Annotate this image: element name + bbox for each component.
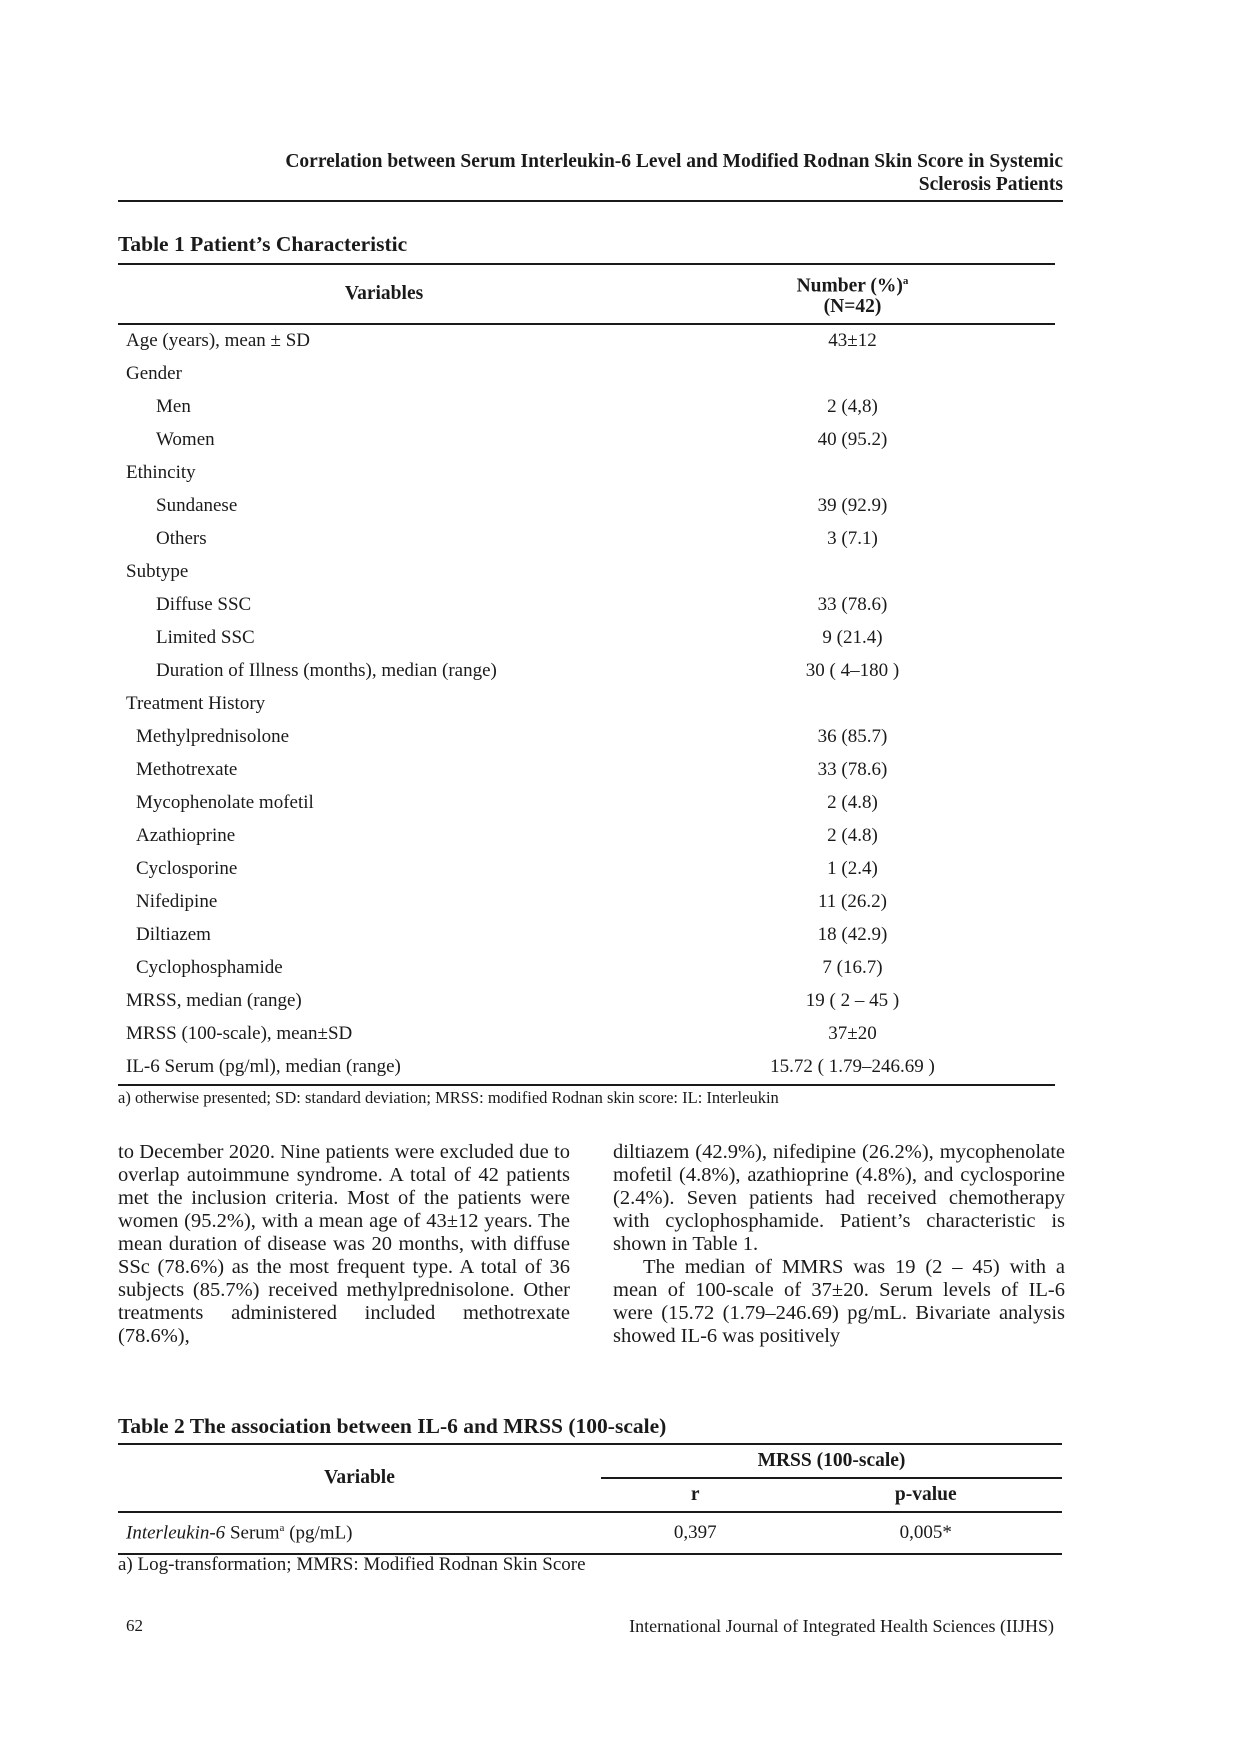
- table1-row-value: 2 (4,8): [827, 396, 878, 417]
- body-right-paragraph-2: The median of MMRS was 19 (2 – 45) with a mean of 100-scale of 37±20. Serum levels of IL-6 were (15.72 (1.79–246.69) pg/mL. Bivariate analysis showed IL-6 was positively: [613, 1256, 1065, 1347]
- table-row: [118, 358, 1055, 391]
- table1-header-n: (N=42): [823, 295, 882, 317]
- table-row: [118, 853, 1055, 886]
- table2-row-label-sup: a: [279, 1521, 285, 1534]
- table2-row-label-rest: Serum: [225, 1522, 280, 1544]
- table1-row-value: 37±20: [828, 1023, 877, 1044]
- table1-row-label: Sundanese: [156, 495, 238, 516]
- table-row: [118, 324, 1055, 358]
- table1-row-value: 36 (85.7): [817, 726, 888, 747]
- table1-row-value: [650, 556, 1055, 589]
- table1-row-value: 33 (78.6): [817, 594, 888, 615]
- table1-row-label: MRSS, median (range): [126, 990, 302, 1011]
- table1-row-value: 18 (42.9): [817, 924, 888, 945]
- table2-header-p: p-value: [790, 1478, 1062, 1512]
- table1-row-value: 40 (95.2): [817, 429, 888, 450]
- table1-row-label: Ethincity: [126, 462, 196, 483]
- table-row: [118, 787, 1055, 820]
- table1-row-value: 2 (4.8): [827, 792, 878, 813]
- table1-row-label: IL-6 Serum (pg/ml), median (range): [118, 1051, 650, 1085]
- table1-row-label: Cyclosporine: [136, 858, 238, 879]
- table-row: [118, 523, 1055, 556]
- table-row: [118, 985, 1055, 1018]
- table1-row-value: 43±12: [828, 330, 877, 351]
- table2-row-label-italic: Interleukin-6: [126, 1522, 226, 1544]
- table-row: [118, 589, 1055, 622]
- table2-header-mrss: MRSS (100-scale): [601, 1444, 1062, 1478]
- table1-row-label: Mycophenolate mofetil: [136, 792, 314, 813]
- table-row: [118, 688, 1055, 721]
- table-row: [118, 952, 1055, 985]
- table2-header-variable: Variable: [118, 1444, 601, 1512]
- table1-row-value: 39 (92.9): [817, 495, 888, 516]
- table1-row-value: 15.72 ( 1.79–246.69 ): [650, 1051, 1055, 1085]
- table-row: [118, 391, 1055, 424]
- table1-header-number-label: Number (%): [796, 275, 903, 297]
- table1-row-label: Methotrexate: [136, 759, 238, 780]
- table-row: [118, 820, 1055, 853]
- table1-row-label: Others: [156, 528, 207, 549]
- table-row: [118, 490, 1055, 523]
- body-left-paragraph: to December 2020. Nine patients were excluded due to overlap autoimmune syndrome. A total of 42 patients met the inclusion criteria. Most of the patients were women (95.2%), with a mean age of 43±12 years. The mean duration of disease was 20 months, with diffuse SSc (78.6%) as the most frequent type. A total of 36 subjects (85.7%) received methylprednisolone. Other treatments administered included methotrexate (78.6%),: [118, 1141, 570, 1347]
- table1-header-number-sup: a: [902, 275, 909, 287]
- table1: [118, 263, 1055, 1086]
- running-title-line2: Sclerosis Patients: [918, 174, 1063, 195]
- table-row: [118, 919, 1055, 952]
- table2: [118, 1443, 1062, 1555]
- table1-row-value: 30 ( 4–180 ): [805, 660, 900, 681]
- table1-row-value: [650, 358, 1055, 391]
- table1-row-label: Gender: [126, 363, 182, 384]
- table-row: [118, 622, 1055, 655]
- table2-row-label-unit: (pg/mL): [284, 1522, 353, 1544]
- journal-name: International Journal of Integrated Health Sciences (IIJHS): [629, 1616, 1054, 1636]
- table1-header-variables: Variables: [118, 264, 650, 324]
- table-row: [118, 655, 1055, 688]
- running-title-line1: Correlation between Serum Interleukin-6 Level and Modified Rodnan Skin Score in Systemic: [285, 151, 1063, 172]
- table-row: [118, 1051, 1055, 1085]
- table1-caption: Table 1 Patient’s Characteristic: [118, 232, 408, 256]
- table-row: [118, 1018, 1055, 1051]
- table1-row-value: 1 (2.4): [827, 858, 878, 879]
- body-right-paragraph-1: diltiazem (42.9%), nifedipine (26.2%), mycophenolate mofetil (4.8%), azathioprine (4.8%), and cyclosporine (2.4%). Seven patients had received chemotherapy with cyclophosphamide. Patient’s characteristic is shown in Table 1.: [613, 1141, 1065, 1255]
- body-left-column: [118, 1141, 570, 1348]
- table1-row-value: 2 (4.8): [827, 825, 878, 846]
- table1-row-value: 9 (21.4): [822, 627, 883, 648]
- table1-row-label: Limited SSC: [156, 627, 255, 648]
- table1-row-label: Azathioprine: [136, 825, 236, 846]
- table1-row-label: Nifedipine: [136, 891, 218, 912]
- table2-row-label: [118, 1512, 601, 1554]
- table2-note: a) Log-transformation; MMRS: Modified Rodnan Skin Score: [118, 1554, 586, 1575]
- table2-row-r: 0,397: [601, 1512, 790, 1554]
- table1-row-label: Subtype: [126, 561, 189, 582]
- table1-row-value: [650, 457, 1055, 490]
- table-row: [118, 721, 1055, 754]
- table1-row-label: Women: [156, 429, 215, 450]
- running-title: [118, 150, 1063, 202]
- table1-row-label: Diltiazem: [136, 924, 211, 945]
- table1-row-value: [650, 688, 1055, 721]
- table2-header-r: r: [601, 1478, 790, 1512]
- table1-note: a) otherwise presented; SD: standard deviation; MRSS: modified Rodnan skin score: IL: Interleukin: [118, 1088, 779, 1107]
- table-row: [118, 424, 1055, 457]
- table1-row-value: 11 (26.2): [818, 891, 887, 912]
- table-row: [118, 556, 1055, 589]
- table1-row-label: Cyclophosphamide: [136, 957, 283, 978]
- table1-row-label: Age (years), mean ± SD: [126, 330, 311, 351]
- table1-row-value: 19 ( 2 – 45 ): [805, 990, 900, 1011]
- table-row: [118, 886, 1055, 919]
- body-right-column: [613, 1141, 1065, 1348]
- table1-row-label: Diffuse SSC: [156, 594, 252, 615]
- table1-row-label: Duration of Illness (months), median (range): [156, 660, 497, 681]
- table1-row-label: Methylprednisolone: [136, 726, 290, 747]
- table1-row-value: 7 (16.7): [822, 957, 883, 978]
- table-row: [118, 754, 1055, 787]
- page-number: 62: [126, 1616, 143, 1635]
- table1-row-value: 33 (78.6): [817, 759, 888, 780]
- table2-caption: Table 2 The association between IL-6 and MRSS (100-scale): [118, 1414, 667, 1438]
- table1-row-label: Treatment History: [126, 693, 266, 714]
- table1-body: [118, 324, 1055, 1085]
- table1-row-value: 3 (7.1): [827, 528, 878, 549]
- table1-header-number: [650, 264, 1055, 324]
- table1-row-label: Men: [156, 396, 191, 417]
- table1-row-label: MRSS (100-scale), mean±SD: [126, 1023, 353, 1044]
- table-row: [118, 457, 1055, 490]
- table-row: [118, 1512, 1062, 1554]
- table2-row-p: 0,005*: [790, 1512, 1062, 1554]
